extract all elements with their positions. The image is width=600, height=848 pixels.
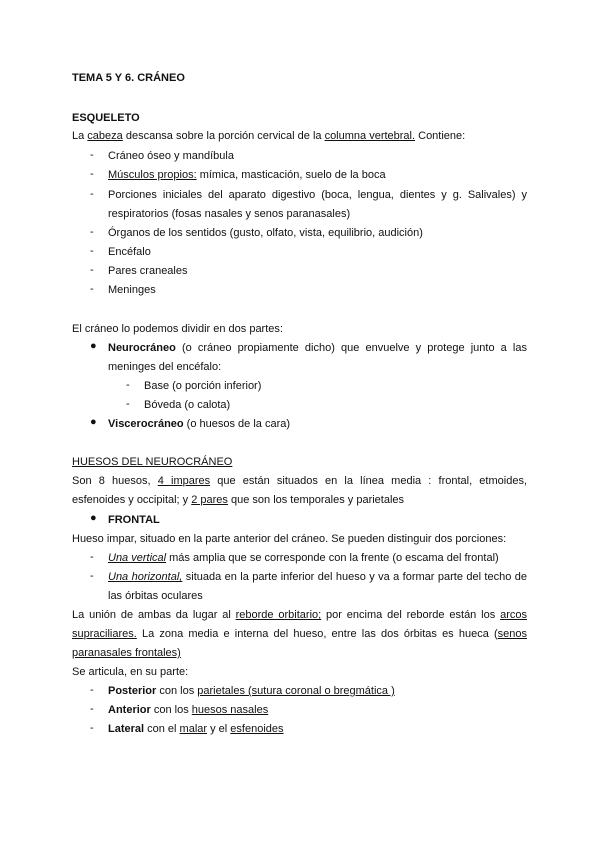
list-dash: - (90, 283, 94, 295)
list-dash: - (90, 684, 94, 696)
union-line-2: supraciliares. La zona media e interna del hueso, entre las dos órbitas es hueca (senos (72, 628, 527, 640)
list-dash: - (90, 551, 94, 563)
articulacion-anterior: Anterior con los huesos nasales (108, 704, 269, 716)
list-dash: - (90, 245, 94, 257)
articulacion-posterior: Posterior con los parietales (sutura coronal o bregmática ) (108, 685, 395, 697)
porcion-horizontal-continuation: las órbitas oculares (108, 590, 203, 602)
list-dash: - (90, 722, 94, 734)
page-title: TEMA 5 Y 6. CRÁNEO (72, 72, 185, 84)
list-dash: - (90, 570, 94, 582)
section-heading-huesos: HUESOS DEL NEUROCRÁNEO (72, 456, 233, 468)
union-line-3: paranasales frontales) (72, 647, 181, 659)
list-dash: - (90, 264, 94, 276)
bullet-dot: ● (90, 512, 97, 524)
list-item: Pares craneales (108, 265, 188, 277)
list-dash: - (90, 188, 94, 200)
list-dash: - (90, 168, 94, 180)
articula-intro: Se articula, en su parte: (72, 666, 189, 678)
list-item: Meninges (108, 284, 156, 296)
union-line-1: La unión de ambas da lugar al reborde orbitario; por encima del reborde están los arcos (72, 609, 527, 621)
list-dash: - (126, 379, 130, 391)
huesos-line-2: esfenoides y occipital; y 2 pares que son los temporales y parietales (72, 494, 405, 506)
list-dash: - (90, 149, 94, 161)
bullet-dot: ● (90, 416, 97, 428)
frontal-heading: FRONTAL (108, 514, 160, 526)
list-dash: - (90, 703, 94, 715)
term-columna-vertebral: columna vertebral. (324, 130, 416, 142)
list-dash: - (90, 226, 94, 238)
section-heading-esqueleto: ESQUELETO (72, 112, 140, 124)
term-cabeza: cabeza (87, 130, 123, 142)
articulacion-lateral: Lateral con el malar y el esfenoides (108, 723, 284, 735)
huesos-line-1: Son 8 huesos, 4 impares que están situados en la línea media : frontal, etmoides, (72, 475, 527, 487)
porcion-horizontal: Una horizontal, situada en la parte inferior del hueso y va a formar parte del techo de (108, 571, 527, 583)
list-item: Cráneo óseo y mandíbula (108, 150, 234, 162)
list-dash: - (126, 398, 130, 410)
list-item: Músculos propios: mímica, masticación, suelo de la boca (108, 169, 386, 181)
sub-item-base: Base (o porción inferior) (144, 380, 262, 392)
viscerocraneo-line: Viscerocráneo (o huesos de la cara) (108, 418, 291, 430)
neurocraneo-line: Neurocráneo (o cráneo propiamente dicho) que envuelve y protege junto a las (108, 342, 527, 354)
bullet-dot: ● (90, 340, 97, 352)
list-item: Porciones iniciales del aparato digestivo (boca, lengua, dientes y g. Salivales) y (108, 189, 527, 201)
list-item: Encéfalo (108, 246, 151, 258)
porcion-vertical: Una vertical más amplia que se corresponde con la frente (o escama del frontal) (108, 552, 499, 564)
division-intro: El cráneo lo podemos dividir en dos partes: (72, 323, 283, 335)
esqueleto-intro: La cabeza descansa sobre la porción cervical de la columna vertebral. Contiene: (72, 130, 466, 142)
list-item-continuation: respiratorios (fosas nasales y senos paranasales) (108, 208, 351, 220)
frontal-intro: Hueso impar, situado en la parte anterior del cráneo. Se pueden distinguir dos porciones: (72, 533, 507, 545)
neurocraneo-continuation: meninges del encéfalo: (108, 361, 222, 373)
list-item: Órganos de los sentidos (gusto, olfato, vista, equilibrio, audición) (108, 227, 423, 239)
sub-item-boveda: Bóveda (o calota) (144, 399, 231, 411)
